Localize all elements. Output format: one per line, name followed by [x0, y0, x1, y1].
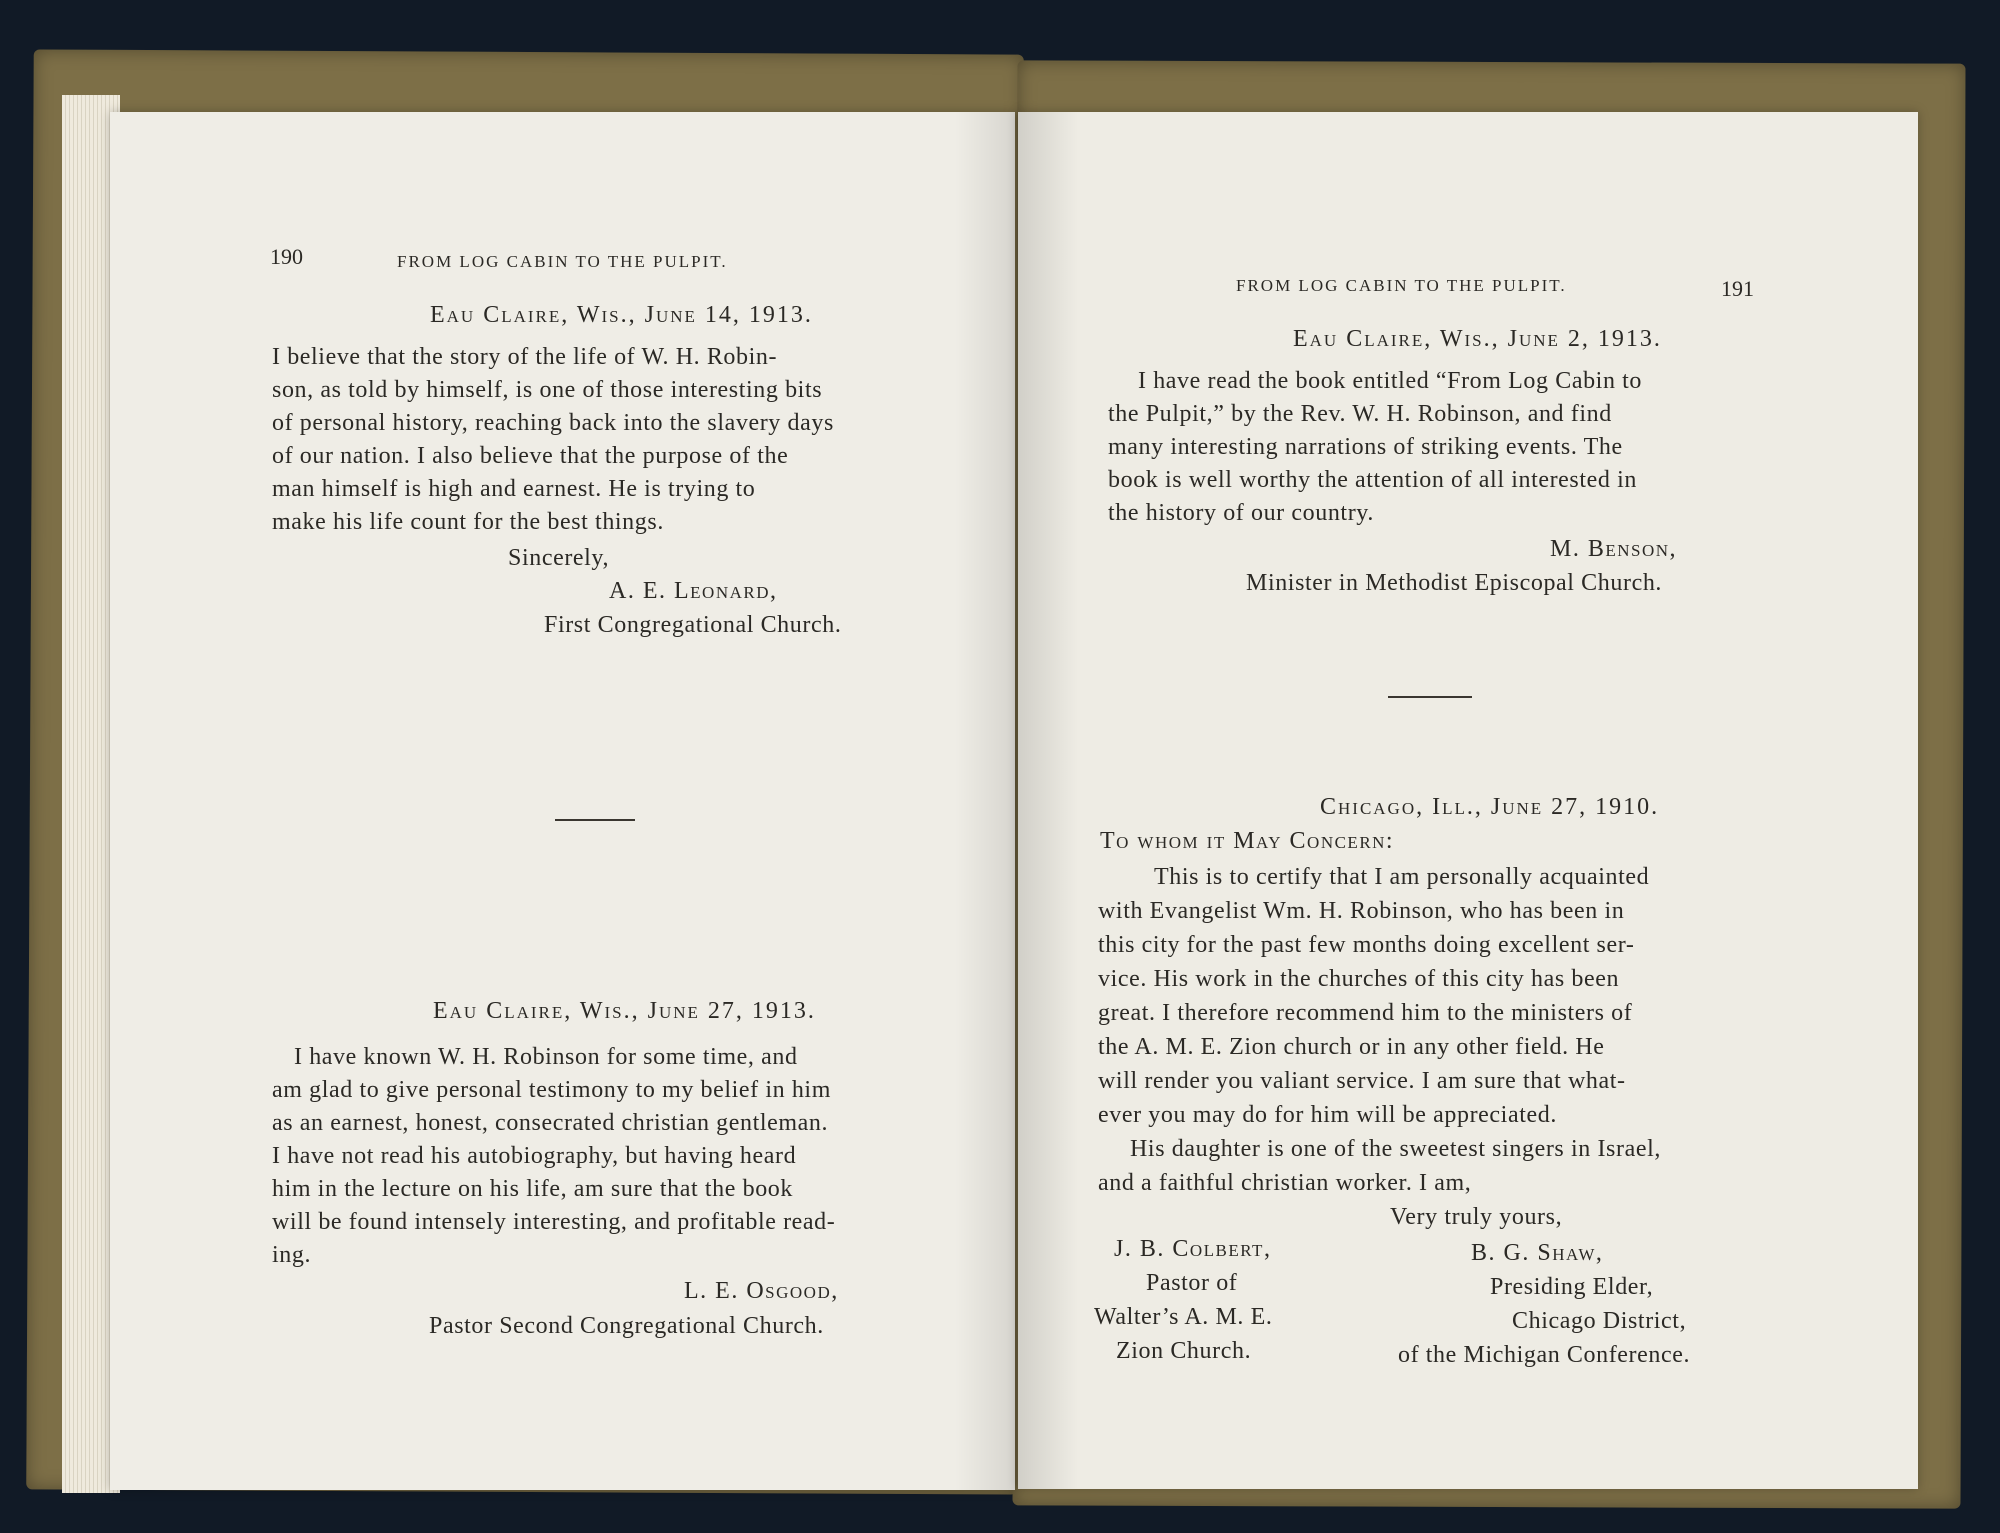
- section-divider: [555, 819, 635, 821]
- letter-line: make his life count for the best things.: [272, 509, 664, 535]
- left-page: [110, 112, 1015, 1490]
- letter-salutation: To whom it May Concern:: [1100, 828, 1395, 854]
- signer-name: B. G. Shaw,: [1471, 1240, 1604, 1266]
- letter-line: son, as told by himself, is one of those interesting bits: [272, 377, 823, 403]
- signer-affiliation: First Congregational Church.: [544, 612, 842, 638]
- gutter-shadow: [955, 112, 1015, 1490]
- signer-title: Chicago District,: [1512, 1308, 1687, 1334]
- page-number: 190: [270, 244, 303, 269]
- letter-line: as an earnest, honest, consecrated christian gentleman.: [272, 1110, 829, 1136]
- letter-line: His daughter is one of the sweetest singers in Israel,: [1130, 1136, 1661, 1162]
- letter-line: him in the lecture on his life, am sure that the book: [272, 1176, 794, 1202]
- letter-line: ing.: [272, 1242, 312, 1268]
- letter-line: great. I therefore recommend him to the ministers of: [1098, 1000, 1633, 1026]
- letter-line: the A. M. E. Zion church or in any other field. He: [1098, 1034, 1605, 1060]
- signer-title: Zion Church.: [1116, 1338, 1252, 1364]
- letter-line: book is well worthy the attention of all interested in: [1108, 467, 1637, 493]
- signer-title: Pastor of: [1146, 1270, 1238, 1296]
- letter-closing: Very truly yours,: [1390, 1204, 1563, 1230]
- letter-line: am glad to give personal testimony to my belief in him: [272, 1077, 831, 1103]
- gutter-shadow: [1018, 112, 1078, 1489]
- signer-title: Presiding Elder,: [1490, 1274, 1654, 1300]
- letter-line: of personal history, reaching back into the slavery days: [272, 410, 834, 436]
- letter-line: and a faithful christian worker. I am,: [1098, 1170, 1472, 1196]
- signer-title: Walter’s A. M. E.: [1094, 1304, 1273, 1330]
- letter-line: I believe that the story of the life of W. H. Robin-: [272, 344, 778, 370]
- letter-dateline: Eau Claire, Wis., June 14, 1913.: [430, 302, 813, 328]
- signer-name: L. E. Osgood,: [684, 1278, 839, 1304]
- letter-line: the history of our country.: [1108, 500, 1374, 526]
- running-head: FROM LOG CABIN TO THE PULPIT.: [1236, 276, 1567, 295]
- letter-dateline: Eau Claire, Wis., June 2, 1913.: [1293, 326, 1662, 352]
- letter-line: will render you valiant service. I am sure that what-: [1098, 1068, 1626, 1094]
- letter-line: this city for the past few months doing excellent ser-: [1098, 932, 1635, 958]
- letter-line: with Evangelist Wm. H. Robinson, who has been in: [1098, 898, 1625, 924]
- letter-line: will be found intensely interesting, and profitable read-: [272, 1209, 836, 1235]
- letter-line: of our nation. I also believe that the purpose of the: [272, 443, 789, 469]
- letter-line: I have known W. H. Robinson for some time, and: [294, 1044, 798, 1070]
- letter-line: vice. His work in the churches of this city has been: [1098, 966, 1620, 992]
- letter-line: the Pulpit,” by the Rev. W. H. Robinson, and find: [1108, 401, 1612, 427]
- page-number: 191: [1721, 276, 1754, 301]
- letter-line: This is to certify that I am personally acquainted: [1154, 864, 1650, 890]
- signer-title: of the Michigan Conference.: [1398, 1342, 1691, 1368]
- letter-line: I have not read his autobiography, but having heard: [272, 1143, 797, 1169]
- signer-name: A. E. Leonard,: [609, 578, 778, 604]
- letter-line: many interesting narrations of striking events. The: [1108, 434, 1623, 460]
- signer-affiliation: Minister in Methodist Episcopal Church.: [1246, 570, 1663, 596]
- letter-line: man himself is high and earnest. He is trying to: [272, 476, 756, 502]
- signer-affiliation: Pastor Second Congregational Church.: [429, 1313, 824, 1339]
- letter-dateline: Eau Claire, Wis., June 27, 1913.: [433, 998, 816, 1024]
- right-page: [1018, 112, 1918, 1489]
- letter-dateline: Chicago, Ill., June 27, 1910.: [1320, 794, 1660, 820]
- letter-closing: Sincerely,: [508, 545, 610, 571]
- running-head: FROM LOG CABIN TO THE PULPIT.: [397, 252, 728, 271]
- letter-line: ever you may do for him will be appreciated.: [1098, 1102, 1557, 1128]
- section-divider: [1388, 696, 1472, 698]
- signer-name: J. B. Colbert,: [1114, 1236, 1272, 1262]
- signer-name: M. Benson,: [1550, 536, 1678, 562]
- letter-line: I have read the book entitled “From Log Cabin to: [1138, 368, 1643, 394]
